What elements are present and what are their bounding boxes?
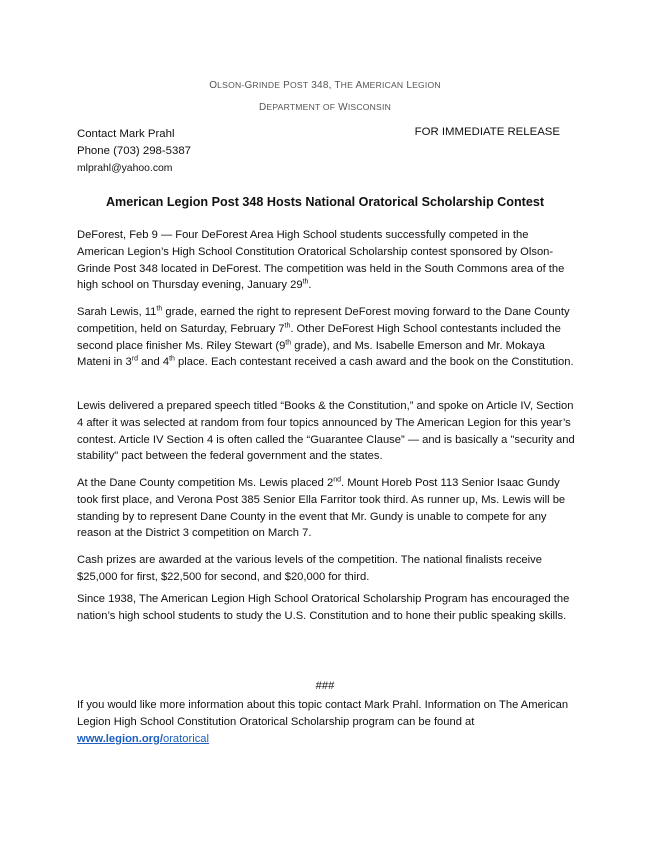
- paragraph-text: Since 1938, The American Legion High School Oratorical Scholarship Program has encouraged the nation’s high school students to study the U.S. Constitution and to hone their public speaking skills.: [77, 593, 570, 622]
- org-text: MERICAN: [362, 80, 404, 90]
- org-text: HE: [340, 80, 354, 90]
- org-text: EGION: [412, 80, 441, 90]
- org-letter: O: [209, 80, 218, 91]
- org-text: LSON: [217, 80, 242, 90]
- contact-phone: Phone (703) 298-5387: [77, 145, 191, 157]
- org-letter: W: [335, 102, 348, 113]
- paragraph-2: [77, 304, 577, 371]
- ordinal-suffix: th: [284, 322, 291, 330]
- org-letter: D: [259, 102, 267, 113]
- contact-block: [77, 126, 191, 177]
- ordinal-suffix: th: [156, 305, 163, 313]
- paragraph-text: place. Each contestant received a cash award and the book on the Constitution.: [174, 356, 574, 369]
- ordinal-suffix: nd: [333, 476, 342, 484]
- paragraph-text: Lewis delivered a prepared speech titled “Books & the Constitution,” and spoke on Article IV, Section 4 after it was selected at random from four topics announced by The American Legion for this year’s contest. Article IV Section 4 is often called the “Guarantee Clause” — and is basically a "security and stability" pact between the federal government and the states.: [77, 400, 575, 463]
- paragraph-text: At the Dane County competition Ms. Lewis placed 2: [77, 477, 334, 489]
- paragraph-text: Sarah Lewis, 11: [77, 306, 157, 318]
- org-text: -: [241, 80, 245, 90]
- paragraph-text: and 4: [137, 356, 170, 369]
- legion-link-path[interactable]: oratorical: [162, 732, 209, 745]
- contact-name: Contact Mark Prahl: [77, 128, 175, 140]
- paragraph-text: grade), and Ms. Isabelle Emerson and Mr. Mokaya Mateni in 3: [77, 339, 545, 369]
- org-text: RINDE: [252, 80, 281, 90]
- paragraph-3: [77, 398, 577, 465]
- paragraph-text: Cash prizes are awarded at the various levels of the competition. The national finalists receive $25,000 for first, $22,500 for second, and $20,000 for third.: [77, 554, 542, 583]
- paragraph-6: [77, 591, 577, 625]
- contact-email[interactable]: mlprahl@yahoo.com: [77, 163, 173, 174]
- legion-link-domain[interactable]: www.legion.org/: [77, 732, 163, 745]
- headline: American Legion Post 348 Hosts National Oratorical Scholarship Contest: [105, 195, 545, 209]
- paragraph-text: . Mount Horeb Post 113 Senior Isaac Gundy took first place, and Verona Post 385 Senior Ella Farritor took third. As runner up, Ms. Lewis will be standing by to represent Dane County in the event that Mr. Gundy is unable to compete for any reason at the District 3 competition on March 7.: [77, 477, 566, 540]
- paragraph-text: grade, earned the right to represent DeForest moving forward to the Dane County competition, held on Saturday, February 7: [77, 306, 570, 335]
- end-marker: ###: [315, 680, 335, 692]
- org-letter: L: [403, 80, 413, 91]
- org-letter: T: [334, 80, 341, 91]
- paragraph-4: [77, 475, 577, 542]
- paragraph-text: DeForest, Feb 9 — Four DeForest Area High School students successfully competed in the American Legion’s High School Constitution Oratorical Scholarship contest sponsored by Olson-Grinde Post 348 located in DeForest. The competition was held in the South Commons area of the high school on Thursday evening, January 29: [77, 229, 565, 292]
- footer-info: [77, 697, 577, 747]
- org-text: EPARTMENT OF: [266, 102, 336, 112]
- org-text: 348,: [308, 80, 335, 91]
- department-line: [0, 102, 650, 113]
- paragraph-text: If you would like more information about this topic contact Mark Prahl. Information on The American Legion High School Constitution Oratorical Scholarship program can be found at: [77, 699, 569, 728]
- paragraph-1: [77, 227, 577, 294]
- org-letter: G: [244, 80, 253, 91]
- paragraph-text: .: [308, 279, 312, 292]
- org-letter: P: [280, 80, 291, 91]
- release-notice: FOR IMMEDIATE RELEASE: [414, 126, 560, 138]
- org-name-line: [0, 80, 650, 91]
- org-letter: A: [353, 80, 363, 91]
- paragraph-5: [77, 552, 577, 586]
- ordinal-suffix: th: [302, 278, 309, 286]
- ordinal-suffix: th: [285, 338, 292, 346]
- ordinal-suffix: th: [169, 355, 175, 363]
- org-text: ISCONSIN: [347, 102, 391, 112]
- ordinal-suffix: rd: [131, 355, 138, 363]
- org-text: OST: [290, 80, 309, 90]
- paragraph-text: . Other DeForest High School contestants included the second place finisher Ms. Riley Stewart (9: [77, 322, 561, 352]
